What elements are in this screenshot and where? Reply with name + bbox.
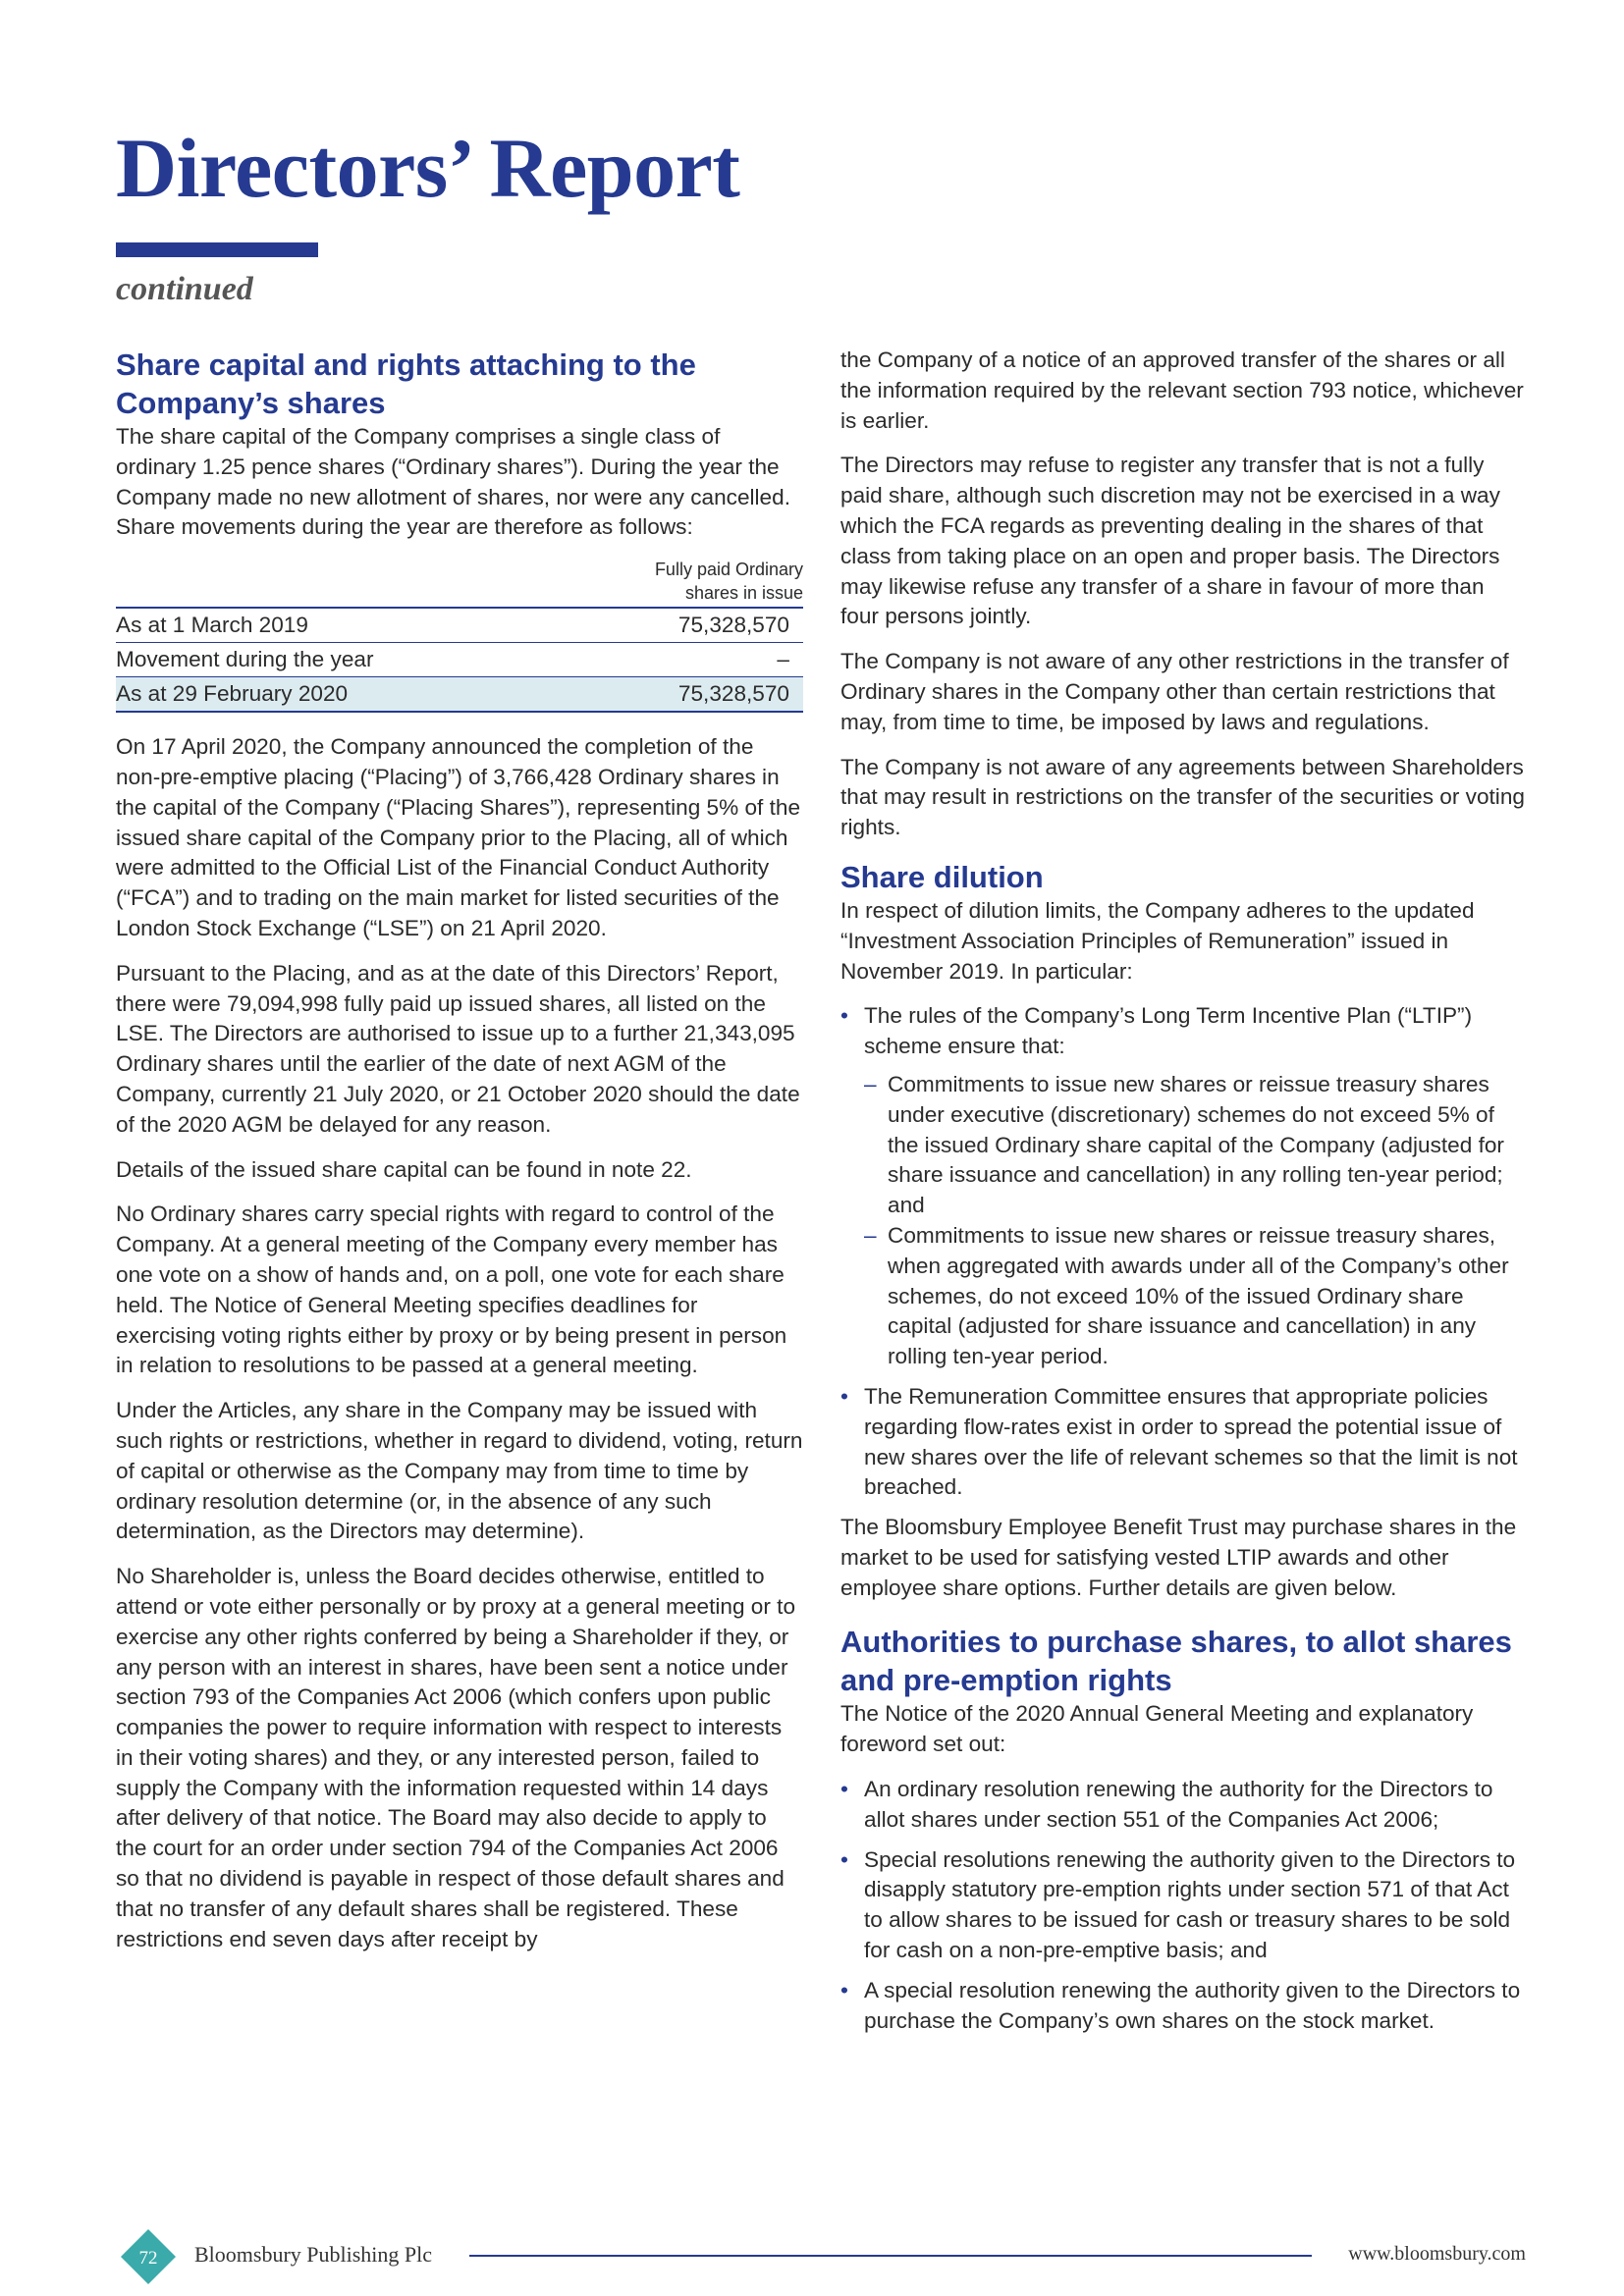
table-row: [116, 608, 803, 643]
footer-divider: [469, 2255, 1312, 2257]
dilution-bullet-list: [840, 1001, 1528, 1503]
list-item-text: The rules of the Company’s Long Term Incentive Plan (“LTIP”) scheme ensure that:: [864, 1003, 1473, 1059]
table-row-value: –: [777, 647, 789, 672]
share-movements-table: [116, 558, 803, 713]
authorities-bullet-list: [840, 1775, 1528, 2036]
footer-website-link[interactable]: www.bloomsbury.com: [1348, 2243, 1526, 2265]
paragraph-transfer-restrictions: The Company is not aware of any other restrictions in the transfer of Ordinary shares in the Company other than certain restrictions that may, from time to time, be imposed by laws and regulations.: [840, 649, 1509, 734]
list-item: – Commitments to issue new shares or reissue treasury shares under executive (discretionary) schemes do not exceed 5% of the issued Ordinary share capital of the Company (adjusted for share issuance and cancellation) in any rolling ten-year period; and: [864, 1070, 1528, 1221]
title-underline-bar: [116, 242, 318, 257]
table-row: [116, 643, 803, 677]
paragraph-dilution-intro: In respect of dilution limits, the Company adheres to the updated “Investment Association Principles of Remuneration” issued in November 2019. In particular:: [840, 897, 1475, 984]
table-column-header: [552, 558, 803, 608]
section-heading-share-capital: Share capital and rights attaching to the Company’s shares: [116, 347, 696, 420]
paragraph-share-capital-intro: The share capital of the Company comprises a single class of ordinary 1.25 pence shares (“Ordinary shares”). During the year the Company made no new allotment of shares, nor were any cancelled. Share movements during the year are therefore as follows:: [116, 424, 790, 540]
paragraph-shareholder-restrictions: No Shareholder is, unless the Board decides otherwise, entitled to attend or vote either personally or by proxy at a general meeting or to exercise any other rights conferred by being a Shareholder if they, or any person with an interest in shares, have been sent a notice under section 793 of the Companies Act 2006 (which confers upon public companies the power to require information with respect to interests in their voting shares) and they, or any interested person, failed to supply the Company with the information requested within 14 days after delivery of that notice. The Board may also decide to apply to the court for an order under section 794 of the Companies Act 2006 so that no dividend is payable in respect of those default shares and that no transfer of any default shares shall be registered. These restrictions end seven days after receipt by: [116, 1564, 796, 1951]
table-row-value: 75,328,570: [552, 608, 803, 643]
table-row-label: As at 1 March 2019: [116, 608, 552, 643]
left-column: [116, 346, 803, 1969]
list-item: • Special resolutions renewing the authority given to the Directors to disapply statutory pre-emption rights under section 571 of that Act to allow shares to be issued for cash or treasury shares to be sold for cash on a non-pre-emptive basis; and: [840, 1845, 1528, 1966]
list-item: [840, 1001, 1528, 1372]
paragraph-benefit-trust: The Bloomsbury Employee Benefit Trust may purchase shares in the market to be used for satisfying vested LTIP awards and other employee share options. Further details are given below.: [840, 1515, 1517, 1600]
paragraph-placing: On 17 April 2020, the Company announced the completion of the non-pre-emptive placing (“Placing”) of 3,766,428 Ordinary shares in the capital of the Company (“Placing Shares”), representing 5% of the issued share capital of the Company prior to the Placing, all of which were admitted to the Official List of the Financial Conduct Authority (“FCA”) and to trading on the main market for listed securities of the London Stock Exchange (“LSE”) on 21 April 2020.: [116, 734, 801, 940]
table-total-row: [116, 677, 803, 713]
page-number: 72: [138, 2248, 158, 2269]
footer-publisher: Bloomsbury Publishing Plc: [194, 2242, 433, 2267]
paragraph-articles: Under the Articles, any share in the Company may be issued with such rights or restrictions, whether in regard to dividend, voting, return of capital or otherwise as the Company may from time to time by ordinary resolution determine (or, in the absence of any such determination, as the Directors may determine).: [116, 1398, 803, 1544]
table-row-label: Movement during the year: [116, 647, 374, 672]
list-item: – Commitments to issue new shares or reissue treasury shares, when aggregated with awards under all of the Company’s other schemes, do not exceed 10% of the issued Ordinary share capital (adjusted for share issuance and cancellation) in any rolling ten-year period.: [864, 1221, 1528, 1372]
list-item: • A special resolution renewing the authority given to the Directors to purchase the Company’s own shares on the stock market.: [840, 1976, 1528, 2037]
right-column: [840, 346, 1528, 2046]
page-subtitle: continued: [116, 271, 253, 307]
paragraph-refuse-transfer: The Directors may refuse to register any transfer that is not a fully paid share, although such discretion may not be exercised in a way which the FCA regards as preventing dealing in the shares of that class from taking place on an open and proper basis. The Directors may likewise refuse any transfer of a share in favour of more than four persons jointly.: [840, 453, 1500, 629]
list-item: • The Remuneration Committee ensures that appropriate policies regarding flow-rates exist in order to spread the potential issue of new shares over the life of relevant schemes so that the limit is not breached.: [840, 1382, 1528, 1503]
page-number-badge: [120, 2228, 177, 2285]
table-row-label: As at 29 February 2020: [116, 677, 552, 713]
table-row-value: 75,328,570: [552, 677, 803, 713]
ltip-sub-list: [864, 1070, 1528, 1372]
table-header-line1: Fully paid Ordinary: [654, 560, 803, 580]
section-heading-authorities: Authorities to purchase shares, to allot shares and pre-emption rights: [840, 1625, 1512, 1698]
list-item: • An ordinary resolution renewing the authority for the Directors to allot shares under section 551 of the Companies Act 2006;: [840, 1775, 1528, 1836]
section-heading-share-dilution: Share dilution: [840, 859, 1044, 894]
paragraph-continued: the Company of a notice of an approved transfer of the shares or all the information required by the relevant section 793 notice, whichever is earlier.: [840, 347, 1524, 433]
table-header-line2: shares in issue: [684, 583, 803, 604]
paragraph-authorities-intro: The Notice of the 2020 Annual General Meeting and explanatory foreword set out:: [840, 1701, 1474, 1757]
paragraph-voting-rights: No Ordinary shares carry special rights with regard to control of the Company. At a general meeting of the Company every member has one vote on a show of hands and, on a poll, one vote for each share held. The Notice of General Meeting specifies deadlines for exercising voting rights either by proxy or by being present in person in relation to resolutions to be passed at a general meeting.: [116, 1201, 787, 1378]
page-title: Directors’ Report: [116, 121, 740, 215]
paragraph-agreements: The Company is not aware of any agreements between Shareholders that may result in restrictions on the transfer of the securities or voting rights.: [840, 754, 1525, 840]
paragraph-note-reference: Details of the issued share capital can be found in note 22.: [116, 1156, 692, 1182]
paragraph-issued-shares: Pursuant to the Placing, and as at the date of this Directors’ Report, there were 79,094,998 fully paid up issued shares, all listed on the LSE. The Directors are authorised to issue up to a further 21,343,095 Ordinary shares until the earlier of the date of next AGM of the Company, currently 21 July 2020, or 21 October 2020 should the date of the 2020 AGM be delayed for any reason.: [116, 960, 800, 1137]
